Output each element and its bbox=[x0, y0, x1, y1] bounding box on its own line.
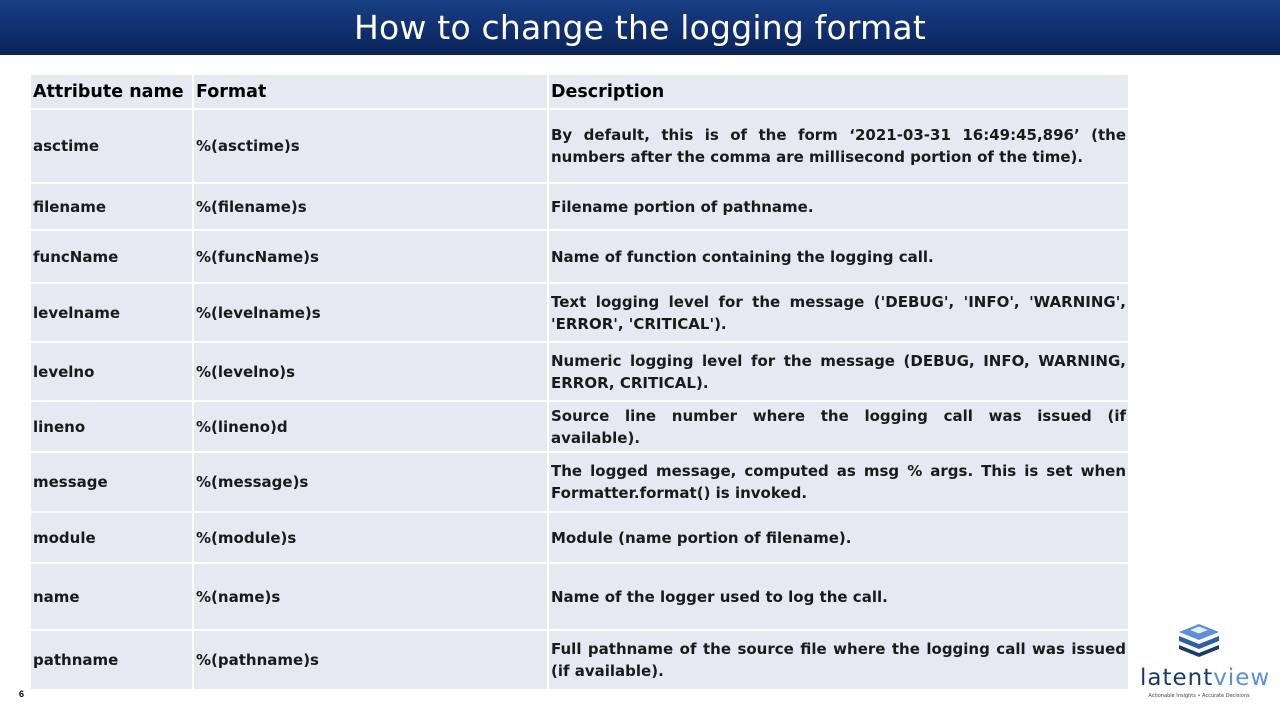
description-cell: Name of function containing the logging call. bbox=[548, 230, 1128, 283]
format-cell: %(lineno)d bbox=[193, 401, 548, 452]
table-row bbox=[31, 512, 1128, 563]
attribute-name-cell: filename bbox=[31, 183, 193, 230]
attribute-name-cell: name bbox=[31, 563, 193, 630]
attribute-name-cell: funcName bbox=[31, 230, 193, 283]
slide-number: 6 bbox=[19, 689, 25, 699]
description-cell: By default, this is of the form ‘2021-03-31 16:49:45,896’ (the numbers after the comma are millisecond portion of the time). bbox=[548, 109, 1128, 183]
brand-tagline: Actionable Insights • Accurate Decisions bbox=[1148, 693, 1250, 699]
table-header-row bbox=[31, 75, 1128, 109]
table-row bbox=[31, 183, 1128, 230]
table-row bbox=[31, 283, 1128, 342]
logging-attributes-table bbox=[31, 75, 1128, 691]
latentview-logo bbox=[1140, 622, 1271, 712]
format-cell: %(pathname)s bbox=[193, 630, 548, 690]
attribute-name-cell: lineno bbox=[31, 401, 193, 452]
attribute-name-cell: levelname bbox=[31, 283, 193, 342]
format-cell: %(asctime)s bbox=[193, 109, 548, 183]
slide-title: How to change the logging format bbox=[354, 8, 926, 47]
description-cell: Filename portion of pathname. bbox=[548, 183, 1128, 230]
format-cell: %(message)s bbox=[193, 452, 548, 512]
table-row bbox=[31, 452, 1128, 512]
brand-word-latent: latent bbox=[1140, 665, 1214, 691]
brand-word-view: view bbox=[1213, 665, 1271, 691]
header-description: Description bbox=[548, 75, 1128, 109]
format-cell: %(filename)s bbox=[193, 183, 548, 230]
description-cell: Numeric logging level for the message (DEBUG, INFO, WARNING, ERROR, CRITICAL). bbox=[548, 342, 1128, 401]
title-bar bbox=[0, 0, 1280, 55]
format-cell: %(name)s bbox=[193, 563, 548, 630]
description-cell: Module (name portion of filename). bbox=[548, 512, 1128, 563]
description-cell: Name of the logger used to log the call. bbox=[548, 563, 1128, 630]
table-row bbox=[31, 563, 1128, 630]
attribute-name-cell: message bbox=[31, 452, 193, 512]
description-cell: Full pathname of the source file where the logging call was issued (if available). bbox=[548, 630, 1128, 690]
table-row bbox=[31, 401, 1128, 452]
attribute-name-cell: asctime bbox=[31, 109, 193, 183]
format-cell: %(levelno)s bbox=[193, 342, 548, 401]
attribute-name-cell: levelno bbox=[31, 342, 193, 401]
table-row bbox=[31, 230, 1128, 283]
attribute-name-cell: module bbox=[31, 512, 193, 563]
format-cell: %(funcName)s bbox=[193, 230, 548, 283]
description-cell: Source line number where the logging call was issued (if available). bbox=[548, 401, 1128, 452]
description-cell: Text logging level for the message ('DEBUG', 'INFO', 'WARNING', 'ERROR', 'CRITICAL'). bbox=[548, 283, 1128, 342]
description-cell: The logged message, computed as msg % args. This is set when Formatter.format() is invoked. bbox=[548, 452, 1128, 512]
table-row bbox=[31, 342, 1128, 401]
format-cell: %(levelname)s bbox=[193, 283, 548, 342]
header-attribute-name: Attribute name bbox=[31, 75, 193, 109]
attribute-name-cell: pathname bbox=[31, 630, 193, 690]
brand-wordmark bbox=[1140, 665, 1271, 691]
header-format: Format bbox=[193, 75, 548, 109]
stacked-layers-icon bbox=[1176, 622, 1222, 658]
format-cell: %(module)s bbox=[193, 512, 548, 563]
table-row bbox=[31, 630, 1128, 690]
table-row bbox=[31, 109, 1128, 183]
